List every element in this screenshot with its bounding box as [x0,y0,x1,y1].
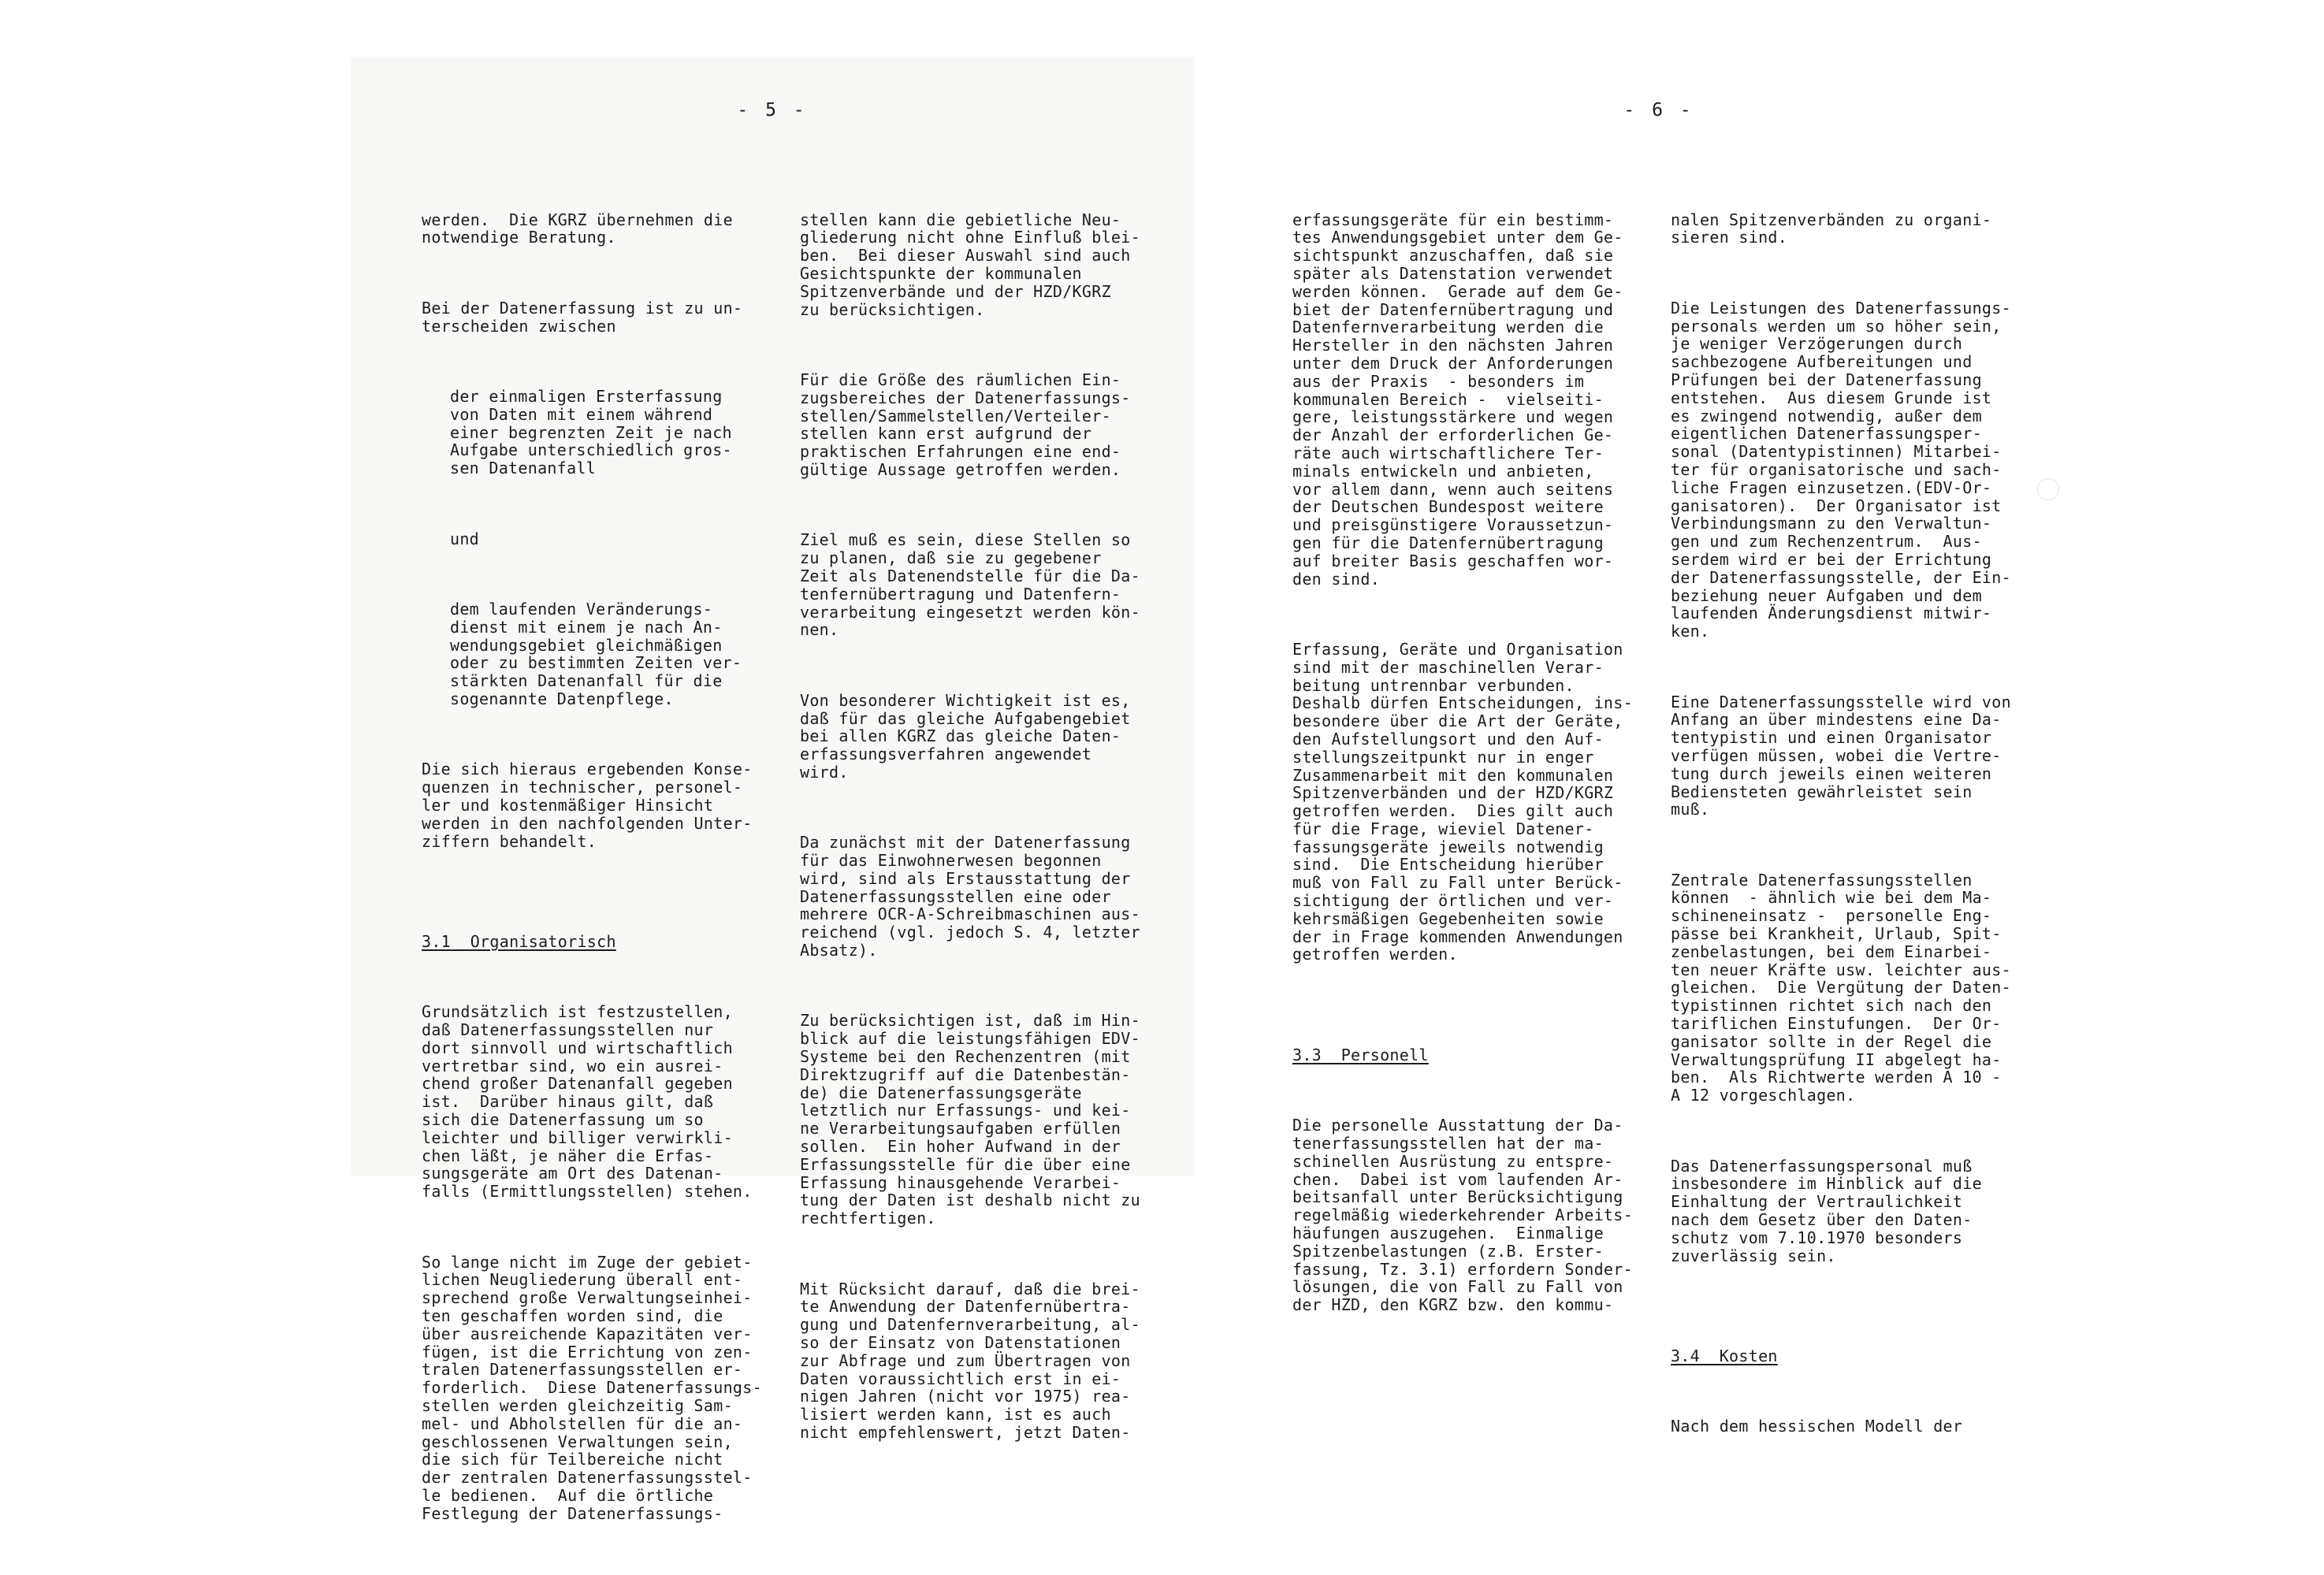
paragraph: Zentrale Datenerfassungsstellen können - ähnlich wie bei dem Ma- schineneinsatz - personelle Eng- pässe bei Krankheit, Urlaub, Spit- zenbelastungen, bei dem Einarbei- ten neuer Kräfte usw. leichter aus- gleichen. Die Vergütung der Daten- typistinnen richtet sich nach den tariflichen Einstufungen. Der Or- ganisator sollte in der Regel die Verwaltungsprüfung II abgelegt ha- ben. Als Richtwerte werden A 10 - A 12 vorgeschlagen. [1671,870,2011,1105]
paragraph: Erfassung, Geräte und Organisation sind mit der maschinellen Verar- beitung untrennbar verbunden. Deshalb dürfen Entscheidungen, ins- besondere über die Art der Geräte, den Aufstellungsort und den Auf- stellungszeitpunkt nur in enger Zusammenarbeit mit den kommunalen Spitzenverbänden und der HZD/KGRZ getroffen werden. Dies gilt auch für die Frage, wieviel Datener- fassungsgeräte jeweils notwendig sind. Die Entscheidung hierüber muß von Fall zu Fall unter Berück- sichtigung der örtlichen und ver- kehrsmäßigen Gegebenheiten sowie der in Frage kommenden Anwendungen getroffen werden. [1292,639,1633,964]
paragraph: erfassungsgeräte für ein bestimm- tes Anwendungsgebiet unter dem Ge- sichtspunkt anzuschaffen, daß sie später als Datenstation verwendet werden können. Gerade auf dem Ge- biet der Datenfernübertragung und Datenfernverarbeitung werden die Hersteller in den nächsten Jahren unter dem Druck der Anforderungen aus der Praxis - besonders im kommunalen Bereich - vielseiti- gere, leistungsstärkere und wegen der Anzahl der erforderlichen Ge- räte auch wirtschaftlichere Ter- minals entwickeln und anbieten, vor allem dann, wenn auch seitens der Deutschen Bundespost weitere und preisgünstigere Voraussetzun- gen für die Datenfernübertragung auf breiter Basis geschaffen wor- den sind. [1292,210,1623,589]
paragraph: Für die Größe des räumlichen Ein- zugsbereiches der Datenerfassungs- stellen/Sammelstellen/Verteiler- stellen kann erst aufgrund der praktischen Erfahrungen eine end- gültige Aussage getroffen werden. [800,370,1131,479]
paragraph: So lange nicht im Zuge der gebiet- lichen Neugliederung überall ent- sprechend große Verwaltungseinhei- ten geschaffen worden sind, die über ausreichende Kapazitäten ver- fügen, ist die Errichtung von zen- tralen Datenerfassungsstellen er- forderlich. Diese Datenerfassungs- stellen werden gleichzeitig Sam- mel- und Abholstellen für die an- geschlossenen Verwaltungen sein, die sich für Teilbereiche nicht der zentralen Datenerfassungsstel- le bedienen. Auf die örtliche Festlegung der Datenerfassungs- [422,1252,762,1523]
paragraph: werden. Die KGRZ übernehmen die notwendige Beratung. [422,210,733,247]
section-heading-3-4: 3.4 Kosten [1671,1347,1778,1366]
page-number-5: - 5 - [737,100,808,121]
paragraph: Das Datenerfassungspersonal muß insbesondere im Hinblick auf die Einhaltung der Vertraulichkeit nach dem Gesetz über den Daten- schutz vom 7.10.1970 besonders zuverlässig sein. [1671,1156,1982,1265]
text-column-2 [800,175,1140,1494]
paragraph: Da zunächst mit der Datenerfassung für das Einwohnerwesen begonnen wird, sind als Erstausstattung der Datenerfassungsstellen eine oder mehrere OCR-A-Schreibmaschinen aus- reichend (vgl. jedoch S. 4, letzter Absatz). [800,833,1140,960]
paragraph: stellen kann die gebietliche Neu- gliederung nicht ohne Einfluß blei- ben. Bei dieser Auswahl sind auch Gesichtspunkte der kommunalen Spitzenverbände und der HZD/KGRZ zu berücksichtigen. [800,210,1140,319]
indented-paragraph: der einmaligen Ersterfassung von Daten mit einem während einer begrenzten Zeit je nach Aufgabe unterschiedlich gros- sen Datenanfall [450,386,732,478]
punch-hole-mark [2037,478,2059,500]
paragraph: Zu berücksichtigen ist, daß im Hin- blick auf die leistungsfähigen EDV- Systeme bei den Rechenzentren (mit Direktzugriff auf die Datenbestän- de) die Datenerfassungsgeräte letztlich nur Erfassungs- und kei- ne Verarbeitungsaufgaben erfüllen sollen. Ein hoher Aufwand in der Erfassungsstelle für die über eine Erfassung hinausgehende Verarbei- tung der Daten ist deshalb nicht zu rechtfertigen. [800,1011,1140,1228]
left-page [351,57,1194,1523]
paragraph: Von besonderer Wichtigkeit ist es, daß für das gleiche Aufgabengebiet bei allen KGRZ das gleiche Daten- erfassungsverfahren angewendet wird. [800,690,1131,782]
paragraph: Grundsätzlich ist festzustellen, daß Datenerfassungsstellen nur dort sinnvoll und wirtschaftlich vertretbar sind, wo ein ausrei- chend großer Datenanfall gegeben ist. Darüber hinaus gilt, daß sich die Datenerfassung um so leichter und billiger verwirkli- chen läßt, je näher die Erfas- sungsgeräte am Ort des Datenan- falls (Ermittlungsstellen) stehen. [422,1002,753,1202]
paragraph: Die Leistungen des Datenerfassungs- personals werden um so höher sein, je weniger Verzögerungen durch sachbezogene Aufbereitungen und Prüfungen bei der Datenerfassung entstehen. Aus diesem Grunde ist es zwingend notwendig, außer dem eigentlichen Datenerfassungsper- sonal (Datentypistinnen) Mitarbei- ter für organisatorische und sach- liche Fragen einzusetzen.(EDV-Or- ganisatoren). Der Organisator ist Verbindungsmann zu den Verwaltun- gen und zum Rechenzentrum. Aus- serdem wird er bei der Errichtung der Datenerfassungsstelle, der Ein- beziehung neuer Aufgaben und dem laufenden Änderungsdienst mitwir- ken. [1671,298,2011,641]
paragraph: Mit Rücksicht darauf, daß die brei- te Anwendung der Datenfernübertra- gung und Datenfernverarbeitung, al- so der Einsatz von Datenstationen zur Abfrage und zum Übertragen von Daten voraussichtlich erst in ei- nigen Jahren (nicht vor 1975) rea- lisiert werden kann, ist es auch nicht empfehlenswert, jetzt Daten- [800,1279,1140,1442]
paragraph: Eine Datenerfassungsstelle wird von Anfang an über mindestens eine Da- tentypistin und einen Organisator verfügen müssen, wobei die Vertre- tung durch jeweils einen weiteren Bediensteten gewährleistet sein muß. [1671,692,2011,819]
section-heading-3-1: 3.1 Organisatorisch [422,931,616,951]
paragraph: Die sich hieraus ergebenden Konse- quenzen in technischer, personel- ler und kostenmäßiger Hinsicht werden in den nachfolgenden Unter- ziffern behandelt. [422,760,753,851]
text-column-4 [1671,175,2011,1488]
indented-paragraph: und [450,529,480,548]
right-page [1233,57,2084,1436]
page-number-6: - 6 - [1623,100,1694,121]
text-column-1 [422,175,762,1575]
paragraph: Nach dem hessischen Modell der [1671,1417,1963,1436]
paragraph: Bei der Datenerfassung ist zu un- terscheiden zwischen [422,298,743,336]
paragraph: Ziel muß es sein, diese Stellen so zu planen, daß sie zu gegebener Zeit als Datenendstelle für die Da- tenfernübertragung und Datenfern- verarbeitung eingesetzt werden kön- nen. [800,530,1140,640]
section-heading-3-3: 3.3 Personell [1292,1045,1429,1064]
text-column-3 [1292,175,1633,1367]
paragraph: nalen Spitzenverbänden zu organi- sieren sind. [1671,210,1992,247]
indented-paragraph: dem laufenden Veränderungs- dienst mit einem je nach An- wendungsgebiet gleichmäßigen oder zu bestimmten Zeiten ver- stärkten Datenanfall für die sogenannte Datenpflege. [450,599,742,708]
paragraph: Die personelle Ausstattung der Da- tenerfassungsstellen hat der ma- schinellen Ausrüstung zu entspre- chen. Dabei ist vom laufenden Ar- beitsanfall unter Berücksichtigung regelmäßig wiederkehrender Arbeits- häufungen auszugehen. Einmalige Spitzenbelastungen (z.B. Erster- fassung, Tz. 3.1) erfordern Sonder- lösungen, die von Fall zu Fall von der HZD, den KGRZ bzw. den kommu- [1292,1116,1633,1315]
